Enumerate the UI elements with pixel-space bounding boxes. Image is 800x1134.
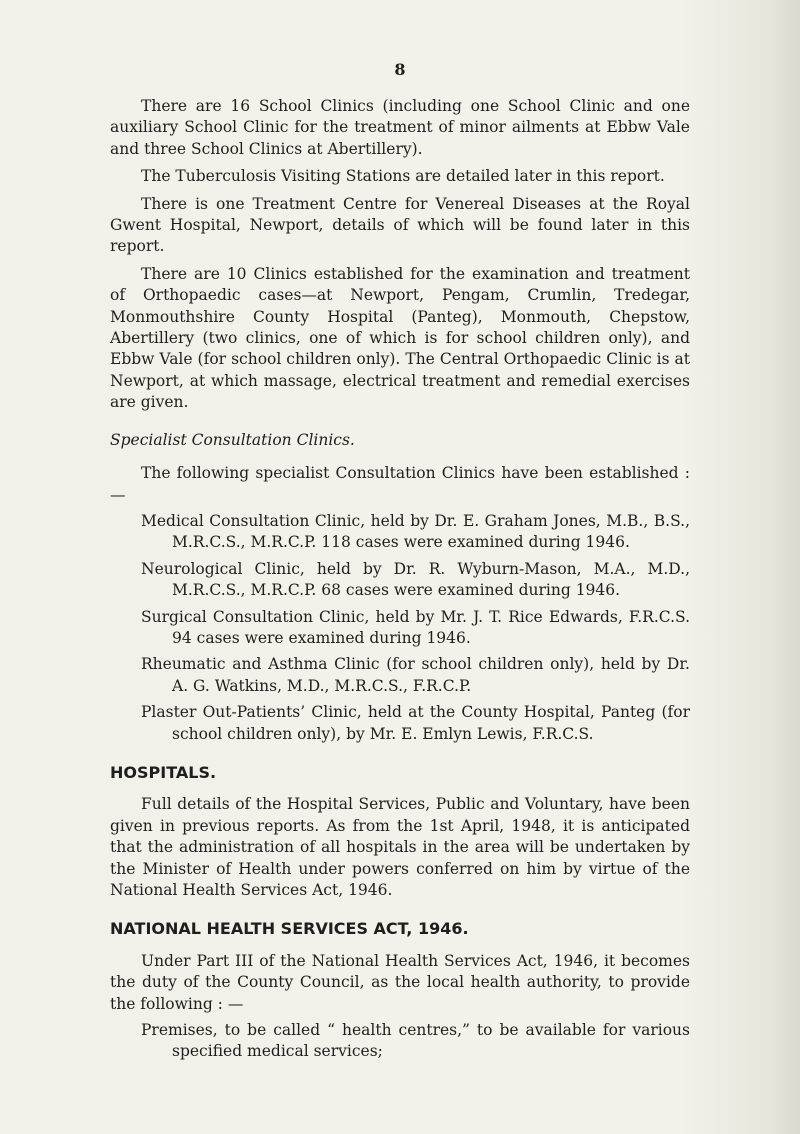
clinic-item-neurological: Neurological Clinic, held by Dr. R. Wyburn-Mason, M.A., M.D., M.R.C.S., M.R.C.P. 68 cases were examined during 1946.: [141, 559, 690, 600]
nhs-act-paragraph: Under Part III of the National Health Services Act, 1946, it becomes the duty of the County Council, as the local health authority, to provide the following : —: [110, 951, 690, 1013]
clinic-item-rheumatic: Rheumatic and Asthma Clinic (for school children only), held by Dr. A. G. Watkins, M.D., M.R.C.S., F.R.C.P.: [141, 655, 690, 695]
clinic-item-surgical: Surgical Consultation Clinic, held by Mr. J. T. Rice Edwards, F.R.C.S. 94 cases were examined during 1946.: [141, 607, 690, 647]
specialist-lead: The following specialist Consultation Clinics have been established : —: [110, 464, 690, 504]
specialist-heading: Specialist Consultation Clinics.: [110, 430, 355, 449]
paragraph-venereal: There is one Treatment Centre for Venereal Diseases at the Royal Gwent Hospital, Newport, details of which will be found later in this report.: [110, 194, 690, 256]
nhs-act-item-premises: Premises, to be called “ health centres,” to be available for various specified medical services;: [141, 1021, 690, 1061]
body-text: [110, 96, 690, 1068]
clinic-item-medical: Medical Consultation Clinic, held by Dr. E. Graham Jones, M.B., B.S., M.R.C.S., M.R.C.P. 118 cases were examined during 1946.: [141, 511, 690, 552]
clinic-item-plaster: Plaster Out-Patients’ Clinic, held at the County Hospital, Panteg (for school children only), by Mr. E. Emlyn Lewis, F.R.C.S.: [141, 703, 690, 743]
hospitals-paragraph: Full details of the Hospital Services, Public and Voluntary, have been given in previous reports. As from the 1st April, 1948, it is anticipated that the administration of all hospitals in the area will be undertaken by the Minister of Health under powers conferred on him by virtue of the National Health Services Act, 1946.: [110, 795, 690, 899]
hospitals-heading: HOSPITALS.: [110, 762, 217, 782]
paragraph-tuberculosis: The Tuberculosis Visiting Stations are detailed later in this report.: [141, 167, 665, 186]
nhs-act-heading: NATIONAL HEALTH SERVICES ACT, 1946.: [110, 919, 469, 939]
paragraph-orthopaedic: There are 10 Clinics established for the examination and treatment of Orthopaedic cases—at Newport, Pengam, Crumlin, Tredegar, Monmouthshire County Hospital (Panteg), Monmouth, Chepstow, Abertillery (two clinics, one of which is for school children only), and Ebbw Vale (for school children only). The Central Orthopaedic Clinic is at Newport, at which massage, electrical treatment and remedial exercises are given.: [110, 264, 690, 412]
page-number: 8: [394, 60, 406, 79]
paragraph-school-clinics: There are 16 School Clinics (including one School Clinic and one auxiliary School Clinic for the treatment of minor ailments at Ebbw Vale and three School Clinics at Abertillery).: [110, 97, 690, 158]
